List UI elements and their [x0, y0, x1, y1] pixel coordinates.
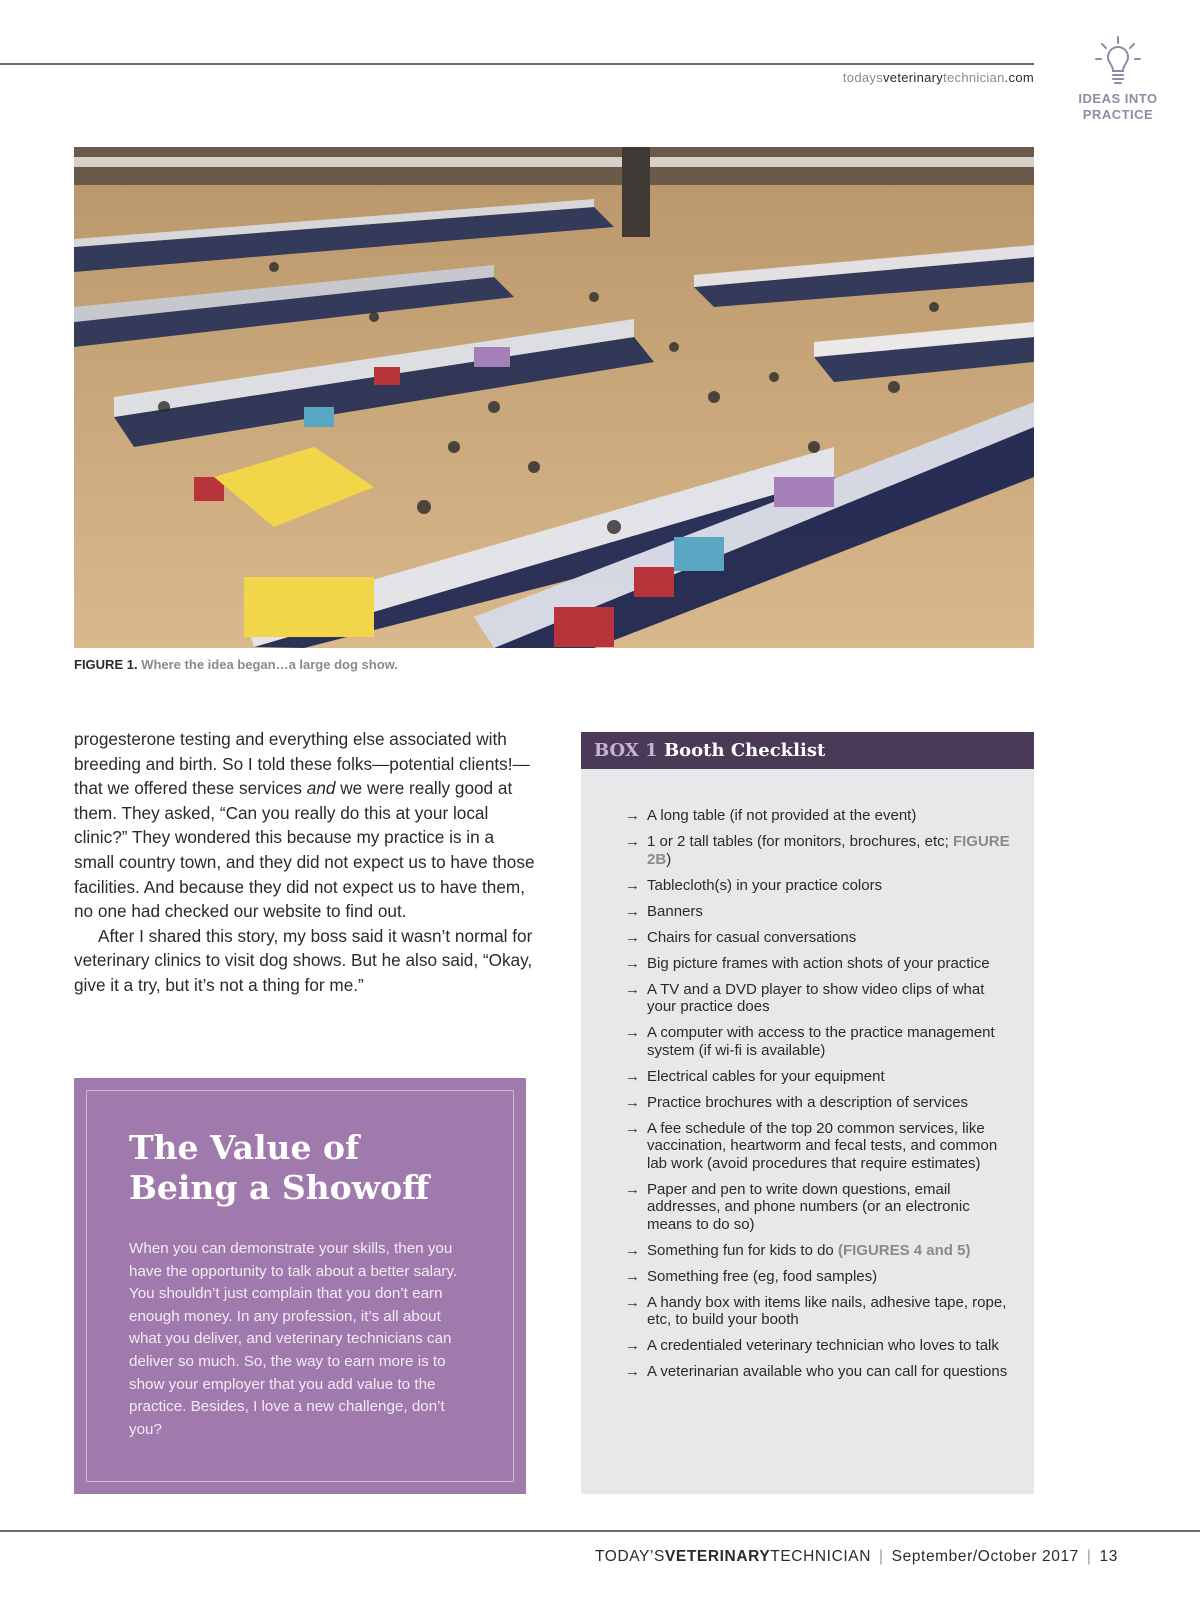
figure-caption-text: Where the idea began…a large dog show. — [141, 657, 398, 672]
badge-line-2: PRACTICE — [1082, 107, 1154, 122]
checklist-item-text: Something fun for kids to do — [647, 1241, 838, 1259]
footer-rule — [0, 1530, 1200, 1532]
paragraph-1-part-2: we were really good at them. They asked, “Can you really do this at your local clinic?” They wondered this because my practice is in a small country town, and they did not expect us to have those facilities. And because they did not expect us to have them, no one had checked our website to find out. — [74, 778, 535, 922]
checklist-item — [625, 1363, 1016, 1381]
checklist-item-text: A computer with access to the practice management system (if wi-fi is available) — [647, 1024, 995, 1059]
checklist-item — [625, 1337, 1016, 1355]
showoff-title-line-2: Being a Showoff — [129, 1168, 430, 1207]
figure-reference: FIGURE 2B — [647, 833, 1010, 868]
checklist-item-text: Paper and pen to write down questions, email addresses, and phone numbers (or an electronic means to do so) — [647, 1180, 970, 1233]
footer-divider: | — [1086, 1548, 1092, 1565]
checklist-item — [625, 1181, 1016, 1234]
box-number: BOX 1 — [594, 740, 658, 761]
checklist-item-text: Tablecloth(s) in your practice colors — [647, 876, 883, 894]
checklist-item-suffix: ) — [666, 850, 672, 868]
page-number: 13 — [1099, 1548, 1118, 1565]
checklist-item-text: A TV and a DVD player to show video clips of what your practice does — [647, 980, 985, 1015]
checklist-item — [625, 903, 1016, 921]
arrow-right-icon: → — [625, 928, 640, 946]
checklist-item-text: A fee schedule of the top 20 common services, like vaccination, heartworm and fecal tests, and common lab work (avoid procedures that require estimates) — [647, 1119, 998, 1172]
showoff-callout — [74, 1078, 526, 1494]
footer-divider: | — [879, 1548, 884, 1565]
checklist-item — [625, 1120, 1016, 1173]
checklist-item-text: Big picture frames with action shots of your practice — [647, 954, 990, 972]
dog-show-photo — [74, 147, 1034, 648]
checklist-item — [625, 877, 1016, 895]
figure-reference: (FIGURES 4 and 5) — [837, 1241, 971, 1259]
checklist — [581, 769, 1034, 1381]
header-rule — [0, 63, 1034, 65]
checklist-item — [625, 833, 1016, 868]
checklist-item — [625, 1242, 1016, 1260]
checklist-item-text: A credentialed veterinary technician who loves to talk — [647, 1337, 999, 1354]
box-title: Booth Checklist — [663, 740, 826, 761]
checklist-item-text: A long table (if not provided at the event) — [647, 807, 917, 824]
arrow-right-icon: → — [625, 1119, 640, 1137]
arrow-right-icon: → — [625, 1024, 640, 1041]
arrow-right-icon: → — [625, 1363, 640, 1380]
checklist-item — [625, 1294, 1016, 1329]
arrow-right-icon: → — [625, 1180, 640, 1198]
checklist-item-text: 1 or 2 tall tables (for monitors, brochures, etc; — [647, 833, 953, 850]
checklist-item-text: Banners — [647, 902, 703, 920]
paragraph-2: After I shared this story, my boss said it wasn’t normal for veterinary clinics to visit dog shows. But he also said, “Okay, give it a try, but it’s not a thing for me.” — [74, 925, 533, 995]
paragraph-1-part-1: progesterone testing and everything else associated with breeding and birth. So I told these folks—potential clients!—that we offered these services — [74, 729, 530, 799]
arrow-right-icon: → — [625, 1337, 640, 1354]
checklist-item-text: A handy box with items like nails, adhesive tape, rope, etc, to build your booth — [647, 1293, 1007, 1328]
box-header — [581, 732, 1034, 769]
showoff-title — [129, 1128, 469, 1208]
checklist-item — [625, 1268, 1016, 1286]
dog-show-illustration — [74, 147, 1034, 648]
checklist-item — [625, 1024, 1016, 1059]
arrow-right-icon: → — [625, 1067, 640, 1085]
arrow-right-icon: → — [625, 954, 640, 972]
arrow-right-icon: → — [625, 902, 640, 920]
figure-caption — [74, 657, 398, 672]
arrow-right-icon: → — [625, 807, 640, 824]
arrow-right-icon: → — [625, 1267, 640, 1285]
checklist-item-text: Chairs for casual conversations — [647, 928, 857, 946]
badge-line-1: IDEAS INTO — [1078, 91, 1158, 106]
arrow-right-icon: → — [625, 1241, 640, 1259]
figure-label: FIGURE 1. — [74, 657, 138, 672]
checklist-item — [625, 955, 1016, 973]
arrow-right-icon: → — [625, 876, 640, 894]
showoff-text: When you can demonstrate your skills, then you have the opportunity to talk about a better salary. You shouldn’t just complain that you don’t earn enough money. In any profession, it’s all about what you deliver, and veterinary technicians can deliver so much. So, the way to earn more is to show your employer that you add value to the practice. Besides, I love a new challenge, don’t you? — [129, 1240, 458, 1438]
magazine-name-pre: TODAY’S — [595, 1548, 665, 1565]
article-body — [74, 727, 536, 998]
site-url[interactable] — [843, 70, 1034, 85]
magazine-name-brand: VETERINARY — [664, 1548, 771, 1565]
checklist-item-text: Electrical cables for your equipment — [647, 1067, 885, 1085]
checklist-item-text: A veterinarian available who you can call for questions — [647, 1363, 1008, 1380]
checklist-item — [625, 981, 1016, 1016]
checklist-item — [625, 1068, 1016, 1086]
checklist-item-text: Practice brochures with a description of services — [647, 1093, 968, 1111]
url-suffix: .com — [1004, 70, 1034, 85]
ideas-into-practice-badge — [1068, 35, 1168, 123]
arrow-right-icon: → — [625, 833, 640, 850]
checklist-item — [625, 807, 1016, 825]
paragraph-1-emphasis: and — [306, 778, 336, 799]
footer — [595, 1548, 1118, 1566]
magazine-name — [595, 1548, 871, 1565]
magazine-name-post: TECHNICIAN — [770, 1548, 872, 1565]
checklist-item — [625, 929, 1016, 947]
arrow-right-icon: → — [625, 1093, 640, 1111]
arrow-right-icon: → — [625, 1293, 640, 1311]
arrow-right-icon: → — [625, 980, 640, 998]
url-brand: veterinary — [883, 70, 944, 85]
checklist-item — [625, 1094, 1016, 1112]
lightbulb-icon — [1094, 35, 1142, 87]
url-pre: todays — [842, 70, 883, 85]
paragraph-1 — [74, 727, 536, 924]
checklist-item-text: Something free (eg, food samples) — [647, 1267, 878, 1285]
url-mid: technician — [943, 70, 1005, 85]
issue-date: September/October 2017 — [891, 1548, 1079, 1565]
showoff-title-line-1: The Value of — [129, 1128, 360, 1167]
booth-checklist-box — [581, 732, 1034, 1494]
